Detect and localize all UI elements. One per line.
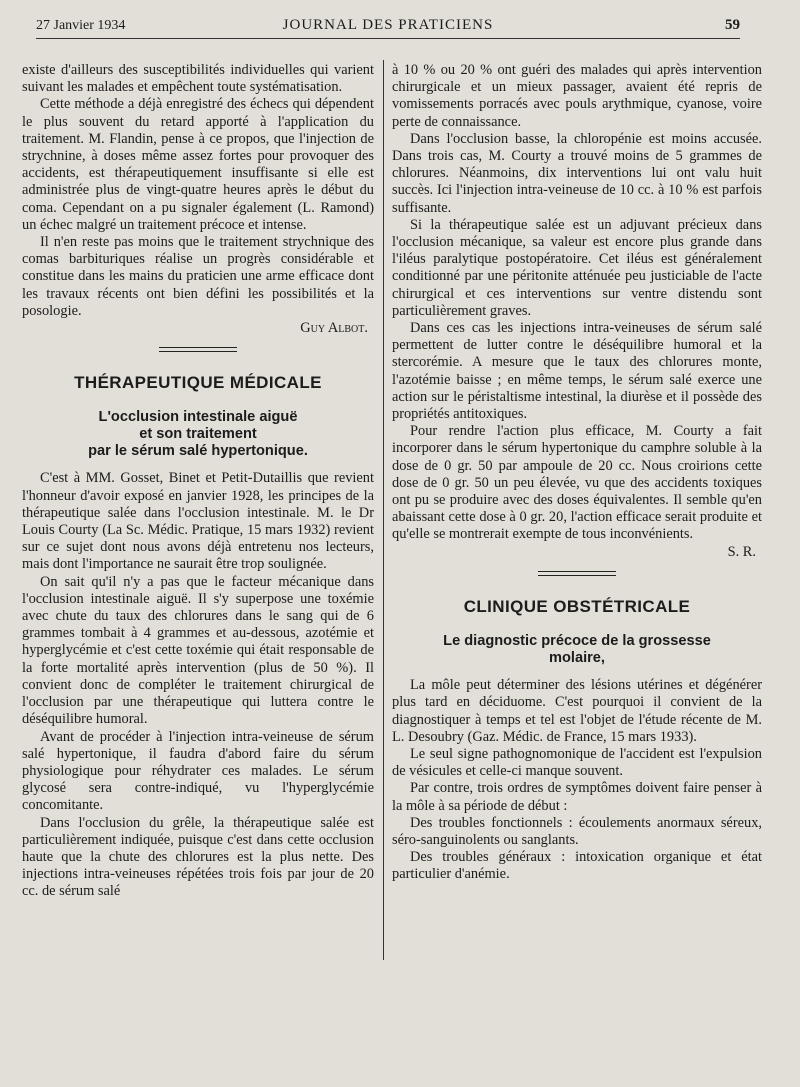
article-title-line: molaire, xyxy=(549,650,605,667)
signature-row xyxy=(22,320,374,337)
paragraph: Des troubles généraux : intoxication organique et état particulier d'anémie. xyxy=(392,849,762,883)
page-header xyxy=(36,14,740,39)
paragraph: Par contre, trois ordres de symptômes doivent faire penser à la môle à sa période de début : xyxy=(392,780,762,814)
paragraph: Cette méthode a déjà enregistré des échecs qui dépendent le plus souvent du retard apporté à l'application du traitement. M. Flandin, pense à ce propos, que l'injection de strychnine, à doses même assez fortes pour provoquer des accidents, est thérapeutiquement insuffisante si elle est administrée plus de vingt-quatre heures après le début du coma. Cependant on a pu signaler également (L. Ramond) un échec malgré un traitement précoce et intense. xyxy=(22,96,374,233)
section-title: THÉRAPEUTIQUE MÉDICALE xyxy=(74,373,322,393)
signature-row xyxy=(392,544,762,561)
column-divider xyxy=(383,60,384,960)
paragraph: La môle peut déterminer des lésions utérines et dégénérer plus tard en déciduome. C'est pourquoi il convient de la diagnostiquer à temps et tel est l'objet de l'étude récente de M. L. Desoubry (Gaz. Médic. de France, 15 mars 1933). xyxy=(392,677,762,745)
double-rule-divider xyxy=(538,571,616,576)
header-journal-title: JOURNAL DES PRATICIENS xyxy=(282,17,494,33)
paragraph: Le seul signe pathognomonique de l'accident est l'expulsion de vésicules et celle-ci manque souvent. xyxy=(392,745,762,780)
paragraph: Dans l'occlusion du grêle, la thérapeutique salée est particulièrement indiquée, puisque c'est dans cette occlusion haute que la chute des chlorures est la plus nette. Des injections intra-veineuses répétées trois fois par jour de 20 cc. de sérum salé xyxy=(22,814,374,900)
header-date: 27 Janvier 1934 xyxy=(36,18,126,33)
article-title xyxy=(22,409,374,460)
paragraph: Des troubles fonctionnels : écoulements anormaux séreux, séro-sanguinolents ou sanglants. xyxy=(392,814,762,848)
paragraph: Avant de procéder à l'injection intra-veineuse de sérum salé hypertonique, il faudra d'abord faire du sérum physiologique pour réhydrater ces malades. Le sérum glycosé sera contre-indiqué, vu l'hyperglycémie concomitante. xyxy=(22,728,374,814)
article-title-line: par le sérum salé hypertonique. xyxy=(88,443,308,460)
double-rule-divider xyxy=(159,347,237,352)
header-page-number: 59 xyxy=(725,17,740,33)
article-title-line: Le diagnostic précoce de la grossesse xyxy=(443,633,711,650)
paragraph: C'est à MM. Gosset, Binet et Petit-Dutaillis que revient l'honneur d'avoir exposé en janvier 1928, les principes de la thérapeutique salée dans l'occlusion intestinale. M. le Dr Louis Courty (La Sc. Médic. Pratique, 15 mars 1932) revient sur ce sujet dont nous avons déjà entretenu nos lecteurs, mais dont l'importance ne saurait être trop soulignée. xyxy=(22,470,374,573)
paragraph: à 10 % ou 20 % ont guéri des malades qui après intervention chirurgicale et un mieux passager, avaient été repris de vomissements porracés avec pouls arythmique, cyanose, voire perte de connaissance. xyxy=(392,62,762,130)
left-column xyxy=(22,62,374,901)
paragraph: Si la thérapeutique salée est un adjuvant précieux dans l'occlusion mécanique, sa valeur est encore plus grande dans l'iléus paralytique postopératoire. Cet iléus est généralement conditionné par une péritonite atténuée peu justiciable de l'acte chirurgical et ces interventions sur ventre distendu sont particulièrement graves. xyxy=(392,216,762,319)
article-title-line: L'occlusion intestinale aiguë xyxy=(98,409,298,426)
right-column xyxy=(392,62,762,884)
author-signature: S. R. xyxy=(727,543,756,560)
paragraph: Il n'en reste pas moins que le traitement strychnique des comas barbituriques réalise un progrès considérable et constitue dans les mains du praticien une arme efficace dont les travaux récents ont bien défini les possibilités et la posologie. xyxy=(22,234,374,319)
author-signature: Guy Albot. xyxy=(300,320,368,337)
section-title: CLINIQUE OBSTÉTRICALE xyxy=(463,596,691,616)
article-title xyxy=(392,633,762,667)
article-title-line: et son traitement xyxy=(139,426,257,443)
paragraph: Dans ces cas les injections intra-veineuses de sérum salé permettent de lutter contre le déséquilibre humoral et la stercorémie. A mesure que le taux des chlorures monte, l'azotémie baisse ; en même temps, le sérum salé exerce une action sur le péristaltisme intestinal, la diurèse et il possède des propriétés antitoxiques. xyxy=(392,320,762,423)
paragraph: On sait qu'il n'y a pas que le facteur mécanique dans l'occlusion intestinale aiguë. Il s'y superpose une toxémie avec chute du taux des chlorures dans le sang qui de 6 grammes tombait à 4 grammes et au-dessous, azotémie et hyperglycémie et c'est cette toxémie qui était responsable de la forte mortalité après intervention (plus de 50 %). Il convient donc de compléter le traitement chirurgical de l'occlusion par une thérapeutique qui luttera contre le déséquilibre humoral. xyxy=(22,573,374,728)
paragraph: existe d'ailleurs des susceptibilités individuelles qui varient suivant les malades et empêchent toute systématisation. xyxy=(22,62,374,96)
paragraph: Dans l'occlusion basse, la chloropénie est moins accusée. Dans trois cas, M. Courty a trouvé moins de 5 grammes de chlorures. Néanmoins, dix interventions lui ont valu huit succès. Ici l'injection intra-veineuse de 10 cc. à 10 % est parfois suffisante. xyxy=(392,130,762,216)
paragraph: Pour rendre l'action plus efficace, M. Courty a fait incorporer dans le sérum hypertonique du camphre soluble à la dose de 0 gr. 50 par ampoule de 20 cc. Nous croirions cette dose de 0 gr. 50 un peu élevée, vu que des accidents toxiques ont pu se produire avec des doses équivalentes. Il semble qu'en abaissant cette dose à 0 gr. 20, l'action efficace serait produite et qu'elle se montrerait exempte de tous inconvénients. xyxy=(392,423,762,543)
